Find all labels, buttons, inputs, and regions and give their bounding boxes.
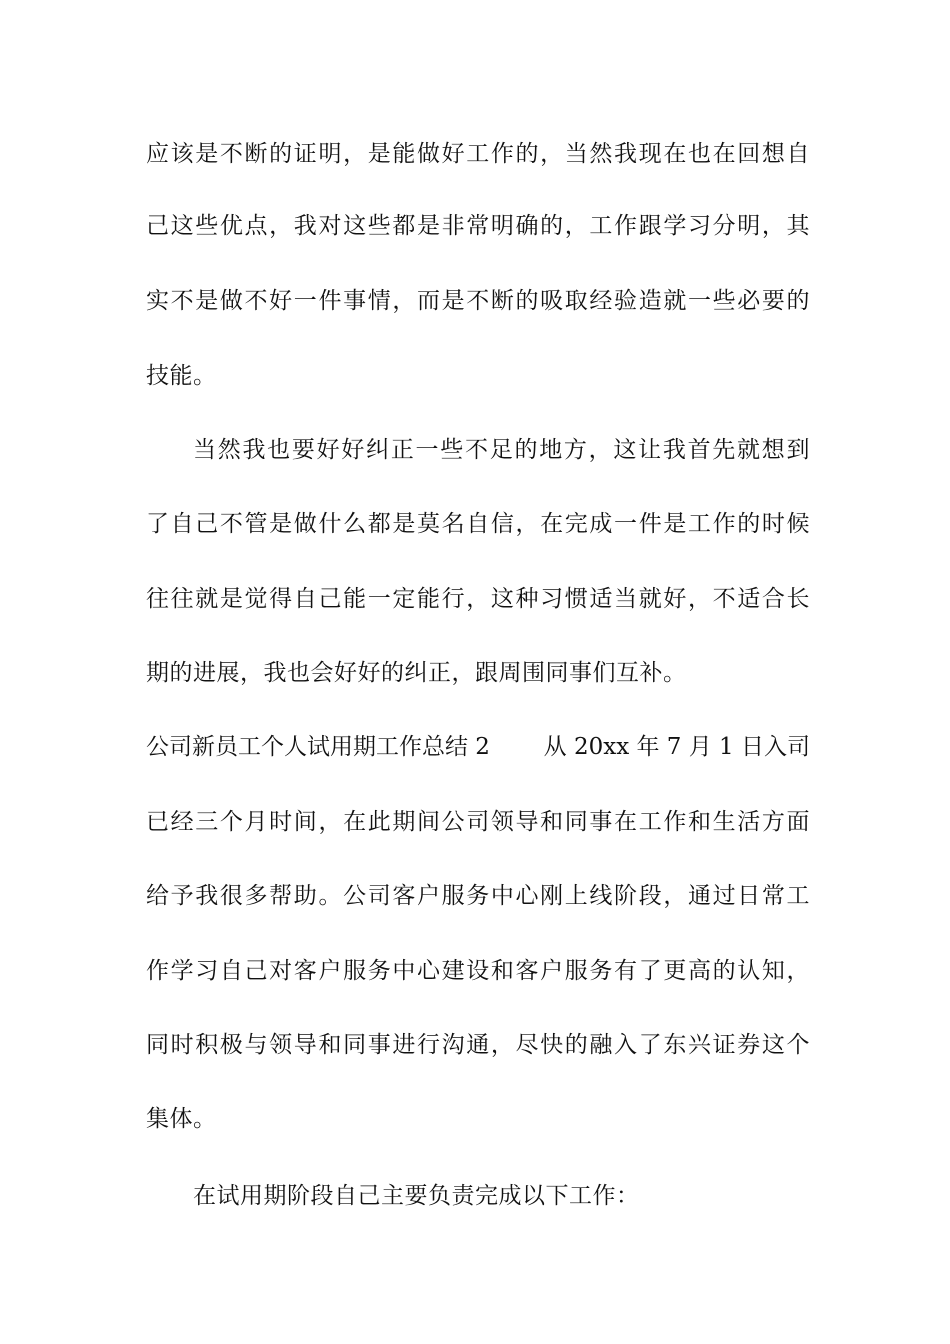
paragraph-2-line-2: 了自己不管是做什么都是莫名自信，在完成一件是工作的时候 bbox=[146, 511, 810, 537]
section-2-line-3: 作学习自己对客户服务中心建设和客户服务有了更高的认知， bbox=[146, 958, 810, 984]
section-2-heading-line bbox=[146, 732, 810, 762]
section-2-line-4: 同时积极与领导和同事进行沟通，尽快的融入了东兴证券这个 bbox=[146, 1032, 810, 1058]
paragraph-2-line-4: 期的进展，我也会好好的纠正，跟周围同事们互补。 bbox=[146, 660, 687, 686]
paragraph-1-line-3: 实不是做不好一件事情，而是不断的吸取经验造就一些必要的 bbox=[146, 288, 810, 314]
section-2-line-5: 集体。 bbox=[146, 1106, 217, 1132]
paragraph-1-line-4: 技能。 bbox=[146, 363, 217, 389]
section-2-heading: 公司新员工个人试用期工作总结 2 bbox=[146, 734, 490, 760]
section-2-line-1: 已经三个月时间，在此期间公司领导和同事在工作和生活方面 bbox=[146, 809, 810, 835]
section-2-first-line-rest: 从 20xx 年 7 月 1 日入司 bbox=[543, 734, 810, 760]
paragraph-1-line-1: 应该是不断的证明，是能做好工作的，当然我现在也在回想自 bbox=[146, 141, 810, 167]
paragraph-2-line-3: 往往就是觉得自己能一定能行，这种习惯适当就好，不适合长 bbox=[146, 586, 810, 612]
paragraph-1-line-2: 己这些优点，我对这些都是非常明确的，工作跟学习分明，其 bbox=[146, 213, 810, 239]
paragraph-4-line-1: 在试用期阶段自己主要负责完成以下工作： bbox=[193, 1183, 640, 1209]
section-2-line-2: 给予我很多帮助。公司客户服务中心刚上线阶段，通过日常工 bbox=[146, 883, 810, 909]
paragraph-2-line-1: 当然我也要好好纠正一些不足的地方，这让我首先就想到 bbox=[193, 437, 810, 463]
